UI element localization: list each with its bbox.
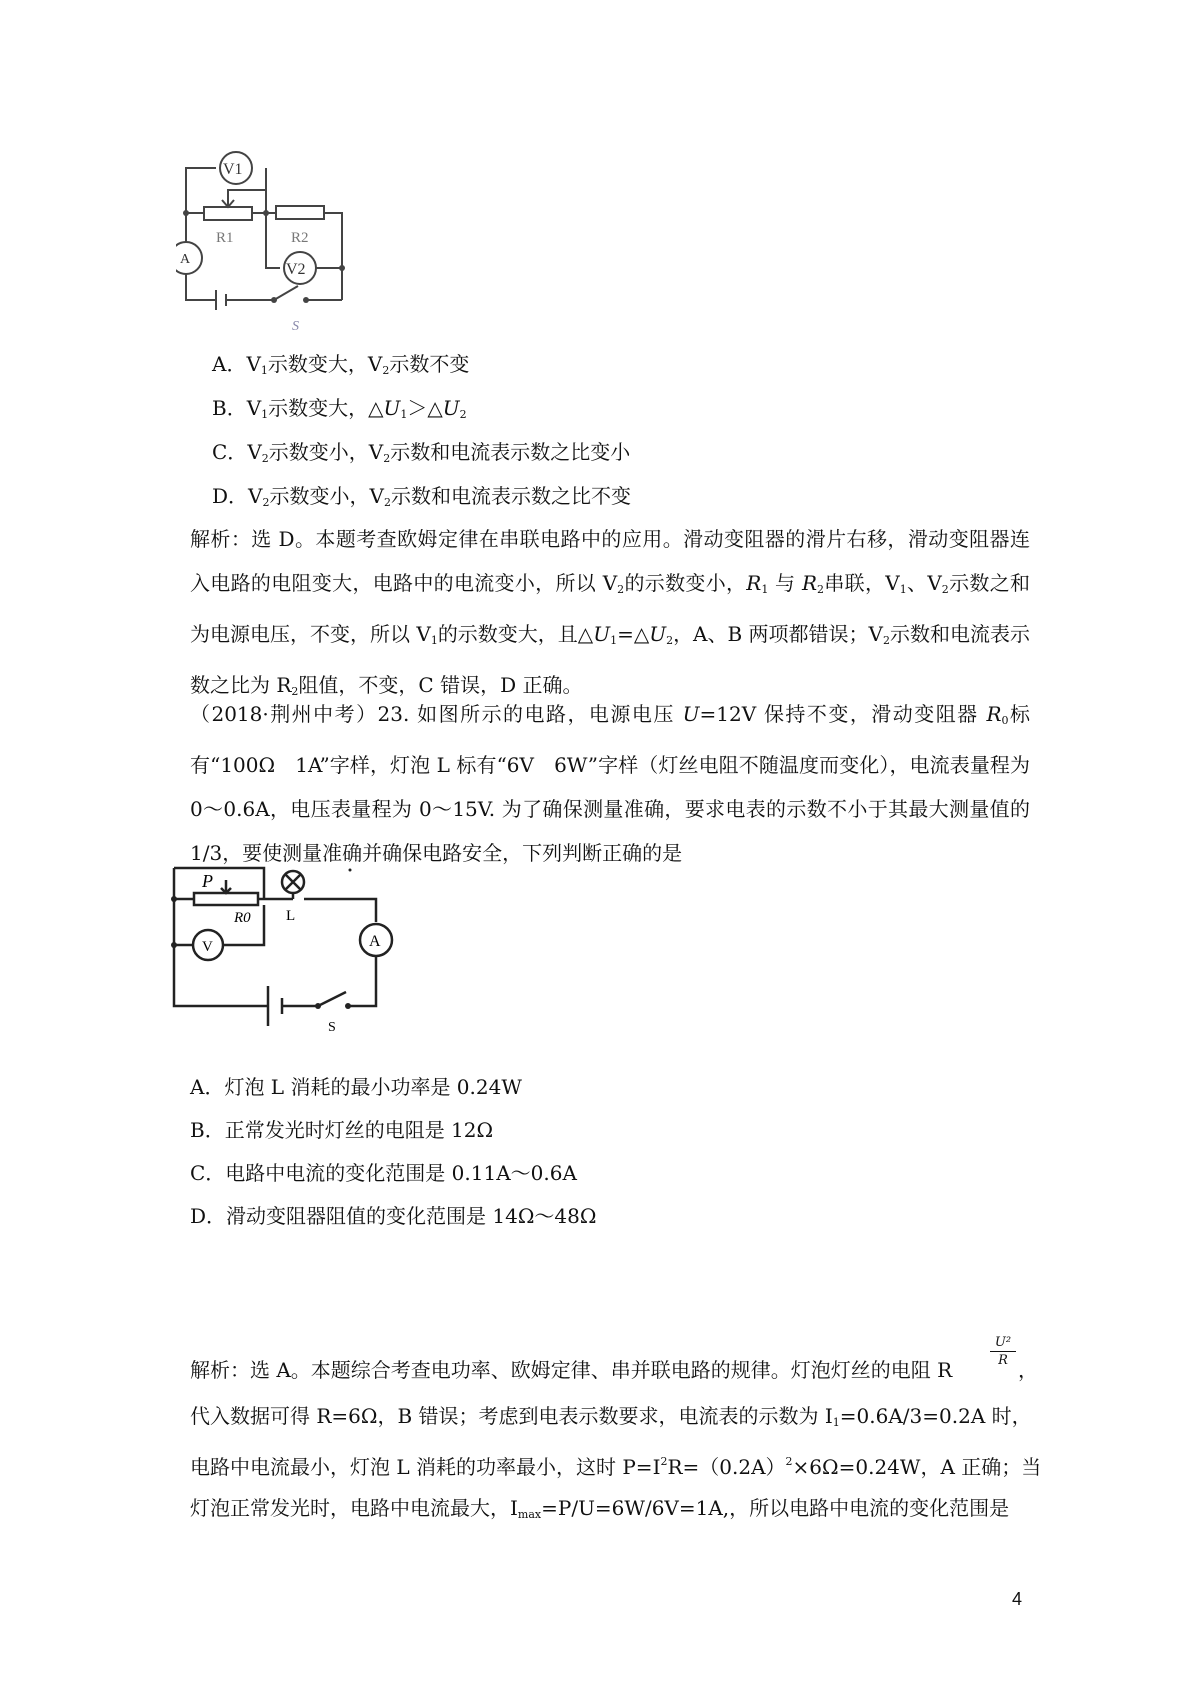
q23-option-b: B．正常发光时灯丝的电阻是 12Ω [190,1118,494,1142]
page-number: 4 [1011,1589,1022,1609]
ammeter-label-2: A [369,933,381,950]
q23-analysis-line-1: 解析：选 A。本题综合考查电功率、欧姆定律、串并联电路的规律。灯泡灯丝的电阻 R [190,1358,953,1382]
q22-option-c: C．$V_2$示数变小，$V_2$示数和电流表示数之比变小 [212,440,631,465]
q22-option-b: B．$V_1$示数变大，$\triangle U_1>\triangle U_2$ [212,396,467,421]
circuit-diagram-2 [168,862,418,1052]
q22-option-a: A．$V_1$示数变大，$V_2$示数不变 [212,352,470,377]
lamp-label: L [286,908,296,924]
voltmeter-label: V [202,939,213,955]
resistance-formula-fraction: U² R [990,1335,1016,1368]
q22-analysis: 解析：选 D。本题考查欧姆定律在串联电路中的应用。滑动变阻器的滑片右移，滑动变阻器连入电路的电阻变大，电路中的电流变小，所以 $V_2$的示数变小，$R_1$ 与 $R_2$串联，$V_1$、$V_2$示数之和为电源电压，不变，所以 $V_1$的示数变大，且$\triangle U_1=\triangle U_2$，A、B 两项都错误；$V_2$示数和电流表示数之比为 $R_2$阻值，不变，C 错误，D 正确。 [190,527,1031,698]
ammeter-label: A [180,252,191,267]
slider-p-label: P [202,871,213,891]
q23-question: （2018·荆州中考）23. 如图所示的电路，电源电压 U=12V 保持不变，滑动变阻器 $R_0$标有“100Ω 1A”字样，灯泡 L 标有“6V 6W”字样（灯丝电阻不随温度而变化），电流表量程为 0～0.6A，电压表量程为 0～15V. 为了确保测量准确，要求电表的示数不小于其最大测量值的 1/3，要使测量准确并确保电路安全，下列判断正确的是 [190,702,1030,865]
v1-label: V1 [223,161,243,178]
q23-option-a: A．灯泡 L 消耗的最小功率是 0.24W [190,1075,522,1099]
switch-label: S [292,319,299,334]
r0-label: R0 [234,910,251,926]
q22-option-d: D．$V_2$示数变小，$V_2$示数和电流表示数之比不变 [212,484,631,509]
fraction-comma: ， [1018,1358,1038,1382]
r1-label: R1 [216,230,234,246]
q23-analysis-line-4: 灯泡正常发光时，电路中电流最大，$I_{max}=P/U=6W/6V=1A$,，所以电路中电流的变化范围是 [190,1496,1010,1521]
q23-analysis-line-3: 电路中电流最小，灯泡 L 消耗的功率最小，这时 $P=I^2R=(0.2A)^2\times 6\Omega=0.24W$，A 正确；当 [190,1455,1042,1479]
r2-label: R2 [291,230,309,246]
v2-label: V2 [286,261,306,278]
q23-analysis-line-2: 代入数据可得 R=6Ω，B 错误；考虑到电表示数要求，电流表的示数为 $I_1=0.6A/3=0.2A$ 时， [190,1404,1032,1429]
q23-option-c: C．电路中电流的变化范围是 0.11A～0.6A [190,1161,577,1185]
q23-option-d: D．滑动变阻器阻值的变化范围是 14Ω～48Ω [190,1204,597,1228]
switch-label-2: S [328,1020,336,1035]
circuit-diagram-1 [176,150,366,335]
